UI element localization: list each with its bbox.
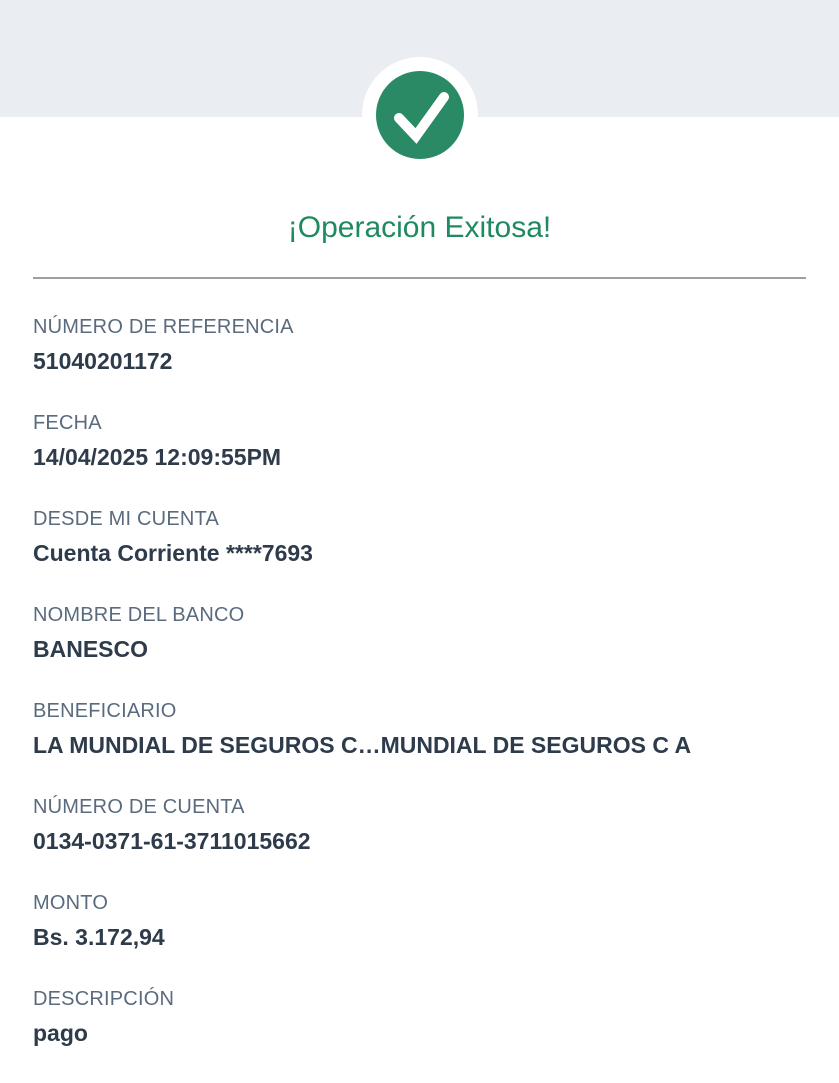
field-label: NOMBRE DEL BANCO	[33, 604, 245, 626]
field-value: 14/04/2025 12:09:55PM	[33, 444, 282, 470]
page-title: ¡Operación Exitosa!	[287, 211, 552, 244]
field-label: MONTO	[33, 892, 109, 914]
field-label: DESDE MI CUENTA	[33, 508, 219, 530]
divider	[33, 277, 806, 279]
receipt-field	[33, 795, 806, 858]
field-label: DESCRIPCIÓN	[33, 988, 175, 1010]
field-value: Bs. 3.172,94	[33, 924, 165, 950]
receipt-field	[33, 891, 806, 954]
receipt-field	[33, 507, 806, 570]
receipt-field	[33, 315, 806, 378]
field-value: BANESCO	[33, 636, 149, 662]
field-label: NÚMERO DE REFERENCIA	[33, 316, 294, 338]
receipt-fields	[0, 315, 839, 1050]
receipt-field	[33, 699, 806, 762]
field-value: pago	[33, 1020, 88, 1046]
receipt-field	[33, 603, 806, 666]
field-label: NÚMERO DE CUENTA	[33, 796, 245, 818]
field-label: BENEFICIARIO	[33, 700, 177, 722]
field-value: LA MUNDIAL DE SEGUROS C…MUNDIAL DE SEGUROS C A	[33, 732, 692, 758]
field-value: 0134-0371-61-3711015662	[33, 828, 311, 854]
field-value: Cuenta Corriente ****7693	[33, 540, 313, 566]
field-value: 51040201172	[33, 348, 173, 374]
field-label: FECHA	[33, 412, 102, 434]
receipt-field	[33, 411, 806, 474]
receipt-field	[33, 987, 806, 1050]
